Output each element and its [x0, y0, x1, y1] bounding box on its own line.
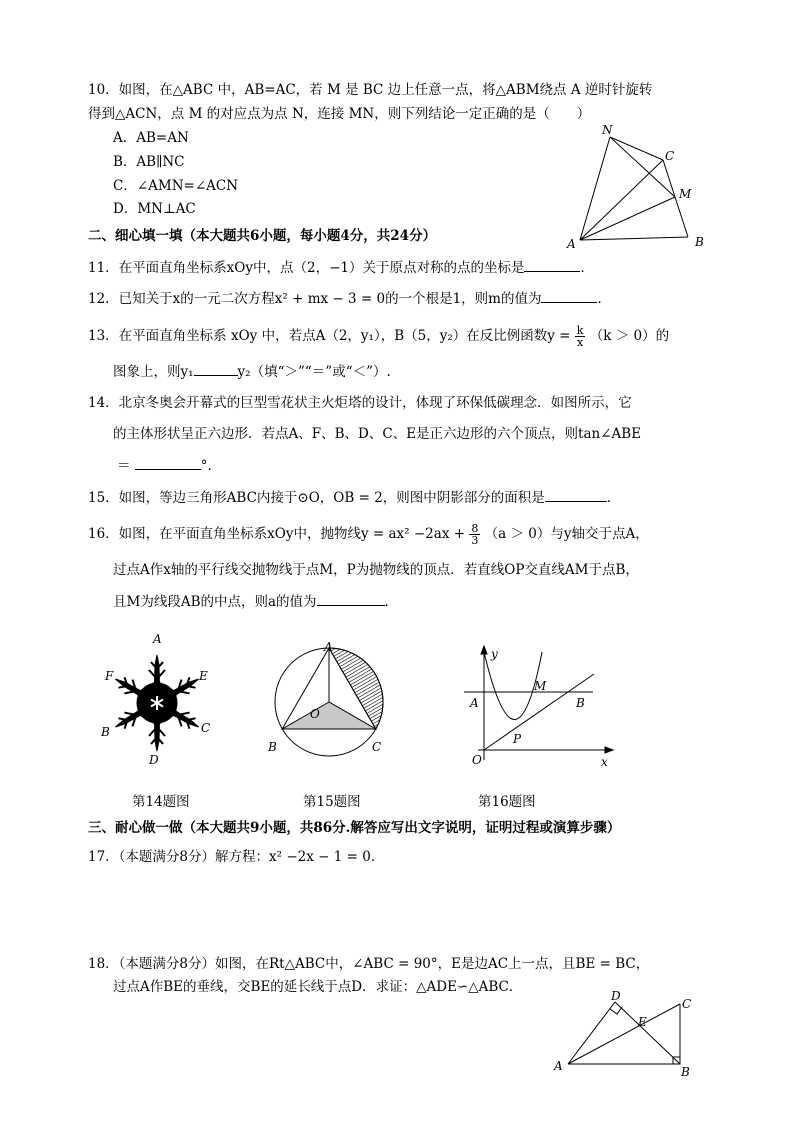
- section2-heading: 二、细心填一填（本大题共6小题，每小题4分，共24分）: [88, 228, 437, 244]
- q18-label-b: B: [681, 1065, 690, 1078]
- fig16-label-m: M: [534, 679, 547, 693]
- fig15-label-o: O: [310, 707, 320, 721]
- q16-fraction: [469, 523, 480, 546]
- q12-post: ．: [597, 291, 611, 307]
- fig14-label-c: C: [201, 721, 211, 735]
- fig15-caption: 第15题图: [303, 794, 361, 810]
- fig16-label-b: B: [576, 696, 585, 710]
- q13-fraction: [575, 325, 586, 348]
- q18-label-e: E: [638, 1015, 647, 1029]
- q11-blank: [524, 257, 580, 272]
- q10-option-a: A．AB=AN: [113, 130, 189, 146]
- q12-blank: [541, 288, 597, 303]
- fig15-circle: [262, 642, 392, 767]
- q11: [88, 257, 594, 278]
- q10-option-b: B．AB∥NC: [113, 154, 185, 170]
- q16-blank: [317, 591, 385, 606]
- q18-line2: 过点A作BE的垂线，交BE的延长线于点D．求证：△ADE∽△ABC．: [113, 979, 523, 995]
- q13-line1: [88, 325, 669, 348]
- q16-line1: [88, 523, 649, 546]
- q13-frac-den: x: [577, 336, 584, 349]
- q11-text: 11．在平面直角坐标系xOy中，点（2，−1）关于原点对称的点的坐标是: [88, 260, 525, 276]
- q10-label-b: B: [695, 235, 704, 249]
- q13-text: 13．在平面直角坐标系 xOy 中，若点A（2，y₁），B（5，y₂）在反比例函数y =: [88, 328, 571, 344]
- q13-frac-num: k: [576, 324, 584, 337]
- q18-line1: 18．（本题满分8分）如图，在Rt△ABC中，∠ABC = 90°，E是边AC上一点，且BE = BC，: [88, 956, 650, 972]
- fig16-label-x: x: [601, 755, 608, 769]
- q13-line2-pre: 图象上，则y₁: [113, 364, 194, 380]
- q14-deg: °.: [200, 458, 212, 474]
- q16-frac-den: 3: [471, 534, 479, 547]
- q14-line2: 的主体形状呈正六边形．若点A、F、B、D、C、E是正六边形的六个顶点，则tan∠ABE: [113, 426, 642, 442]
- q16-text: 16．如图，在平面直角坐标系xOy中，抛物线y = ax² −2ax +: [88, 526, 466, 542]
- q10-option-d: D．MN⊥AC: [113, 201, 196, 217]
- q13-line2: [113, 361, 391, 382]
- q13-blank: [194, 361, 238, 376]
- q15-blank: [545, 487, 607, 502]
- q16-line3-post: ．: [384, 594, 399, 610]
- q15-text: 15．如图，等边三角形ABC内接于⊙O，OB = 2，则图中阴影部分的面积是: [88, 490, 545, 506]
- fig16-parabola: [458, 642, 618, 772]
- fig16-label-a: A: [470, 696, 479, 710]
- q18-label-a: A: [554, 1059, 563, 1073]
- fig14-label-a: A: [153, 632, 162, 646]
- q10-label-n: N: [602, 123, 613, 137]
- fig16-label-y: y: [491, 647, 498, 661]
- q12-text: 12．已知关于x的一元二次方程x² + mx − 3 = 0的一个根是1，则m的值为: [88, 291, 542, 307]
- fig14-snowflake: [95, 628, 225, 768]
- section3-heading: 三、耐心做一做（本大题共9小题，共86分.解答应写出文字说明，证明过程或演算步骤）: [88, 820, 621, 836]
- q11-post: ．: [580, 260, 594, 276]
- q10-label-m: M: [679, 187, 692, 201]
- q18-figure: [548, 988, 698, 1078]
- q10-option-c: C．∠AMN=∠ACN: [113, 178, 239, 194]
- q13-line2-post: y₂（填“＞”“＝”或“＜”）.: [237, 364, 391, 380]
- fig14-label-d: D: [149, 753, 159, 767]
- fig15-label-c: C: [372, 740, 382, 754]
- q17: 17．（本题满分8分）解方程：x² −2x − 1 = 0．: [88, 849, 385, 865]
- q16-line3: [113, 591, 398, 612]
- fig16-caption: 第16题图: [478, 794, 536, 810]
- q14-line1: 14．北京冬奥会开幕式的巨型雪花状主火炬塔的设计，体现了环保低碳理念．如图所示，它: [88, 395, 632, 411]
- q10-line2: 得到△ACN，点 M 的对应点为点 N，连接 MN，则下列结论一定正确的是（ ）: [88, 106, 591, 122]
- q10-label-a: A: [567, 237, 576, 251]
- q14-eq: ＝: [117, 458, 131, 474]
- fig16-label-o: O: [472, 753, 482, 767]
- q12: [88, 288, 611, 309]
- q10-label-c: C: [665, 149, 675, 163]
- q18-label-d: D: [611, 989, 621, 1003]
- fig15-label-b: B: [268, 740, 277, 754]
- fig14-label-f: F: [105, 669, 114, 683]
- q10-line1: 10．如图，在△ABC 中，AB=AC，若 M 是 BC 边上任意一点，将△ABM绕点 A 逆时针旋转: [88, 82, 653, 98]
- q16-post: （a ＞ 0）与y轴交于点A，: [484, 526, 649, 542]
- q16-line3-pre: 且M为线段AB的中点，则a的值为: [113, 594, 317, 610]
- fig16-label-p: P: [513, 732, 522, 746]
- q13-post: （k ＞ 0）的: [589, 328, 670, 344]
- q15: [88, 487, 620, 508]
- q10-figure: [560, 120, 720, 255]
- q15-post: ．: [606, 490, 621, 506]
- q16-frac-num: 8: [471, 522, 479, 535]
- q14-line3: [117, 455, 212, 476]
- q18-label-c: C: [682, 997, 692, 1011]
- fig14-caption: 第14题图: [132, 794, 190, 810]
- fig15-label-a: A: [324, 642, 333, 654]
- fig14-label-e: E: [199, 669, 208, 683]
- fig15-shaded-triangle: [282, 702, 376, 729]
- q16-line2: 过点A作x轴的平行线交抛物线于点M，P为抛物线的顶点．若直线OP交直线AM于点B，: [113, 562, 639, 578]
- q14-blank: [135, 455, 201, 470]
- fig14-label-b: B: [101, 725, 110, 739]
